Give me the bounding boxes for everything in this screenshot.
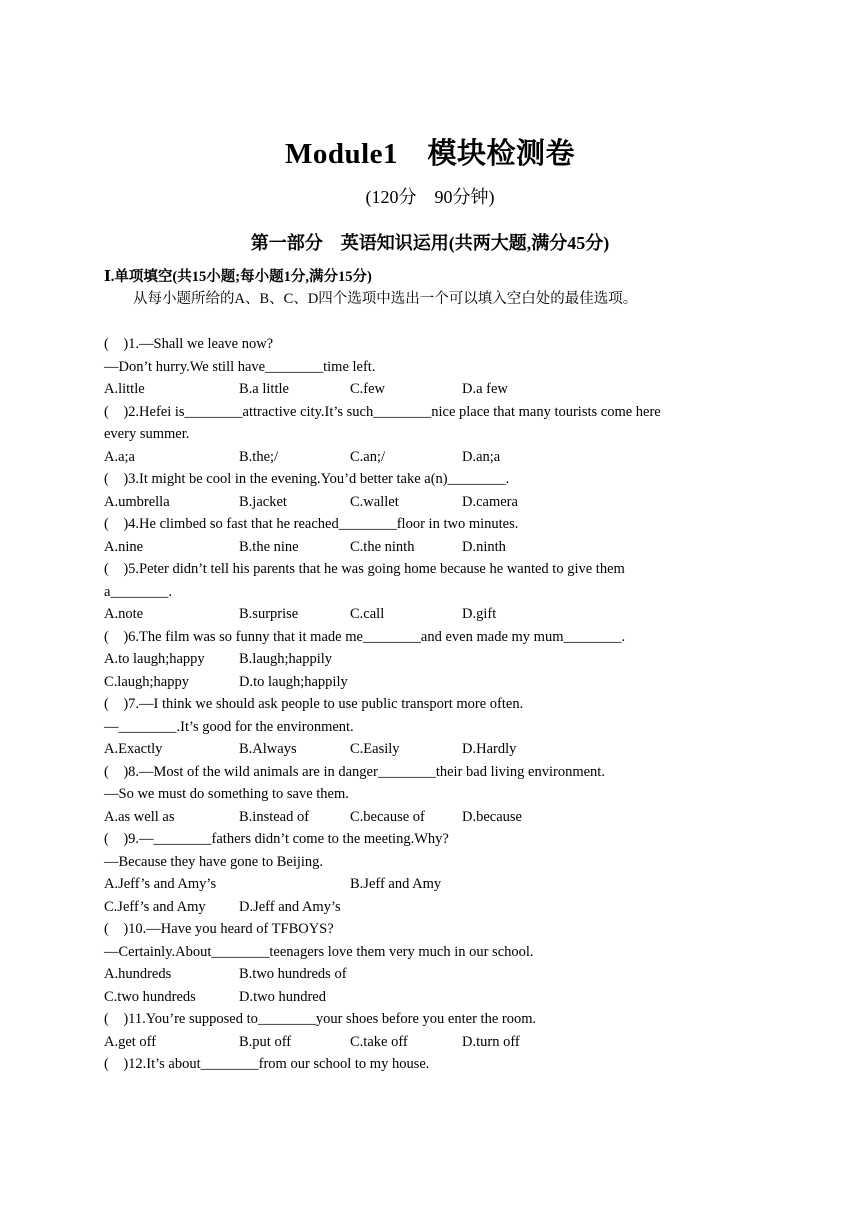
question-stem-continued: —So we must do something to save them. [104, 786, 349, 802]
question-item [104, 828, 744, 918]
option-d[interactable]: D.to laugh;happily [239, 673, 348, 690]
option-a[interactable]: A.to laugh;happy [104, 651, 205, 667]
option-a[interactable]: A.Exactly [104, 741, 163, 757]
question-stem: ( )5.Peter didn’t tell his parents that he was going home because he wanted to give them [104, 561, 625, 577]
option-b[interactable]: B.Always [239, 741, 297, 757]
option-c[interactable]: C.the ninth [350, 538, 415, 555]
options-row [104, 896, 744, 919]
question-item [104, 626, 744, 694]
option-a[interactable]: A.get off [104, 1033, 157, 1050]
option-c[interactable]: C.call [350, 606, 385, 622]
option-b[interactable]: B.jacket [239, 493, 287, 510]
options-row [104, 491, 744, 514]
option-a[interactable]: A.a;a [104, 448, 135, 465]
option-c[interactable]: C.two hundreds [104, 988, 196, 1005]
option-a[interactable]: A.hundreds [104, 966, 172, 982]
question-stem: ( )6.The film was so funny that it made me________and even made my mum________. [104, 628, 626, 645]
option-d[interactable]: D.two hundred [239, 988, 326, 1005]
options-row [104, 603, 744, 626]
options-row [104, 648, 744, 671]
question-item [104, 333, 744, 401]
option-d[interactable]: D.ninth [462, 538, 506, 555]
question-stem-continued: —Don’t hurry.We still have________time left. [104, 358, 376, 375]
question-item [104, 693, 744, 761]
option-b[interactable]: B.instead of [239, 808, 310, 825]
option-d[interactable]: D.Hardly [462, 741, 517, 757]
option-c[interactable]: C.Jeff’s and Amy [104, 898, 206, 915]
question-stem: ( )4.He climbed so fast that he reached________floor in two minutes. [104, 516, 519, 532]
option-b[interactable]: B.a little [239, 381, 289, 397]
option-c[interactable]: C.because of [350, 808, 425, 825]
option-d[interactable]: D.gift [462, 606, 497, 622]
option-c[interactable]: C.Easily [350, 741, 400, 757]
options-row [104, 536, 744, 559]
option-b[interactable]: B.laugh;happily [239, 651, 333, 667]
score-time-subtitle: (120分 90分钟) [365, 187, 495, 207]
question-stem-continued: every summer. [104, 426, 190, 442]
question-item [104, 468, 744, 513]
option-a[interactable]: A.Jeff’s and Amy’s [104, 876, 217, 892]
option-b[interactable]: B.the nine [239, 538, 299, 555]
question-item [104, 918, 744, 1008]
section-heading: Ⅰ.单项填空(共15小题;每小题1分,满分15分) [104, 269, 372, 285]
question-item [104, 761, 744, 829]
option-a[interactable]: A.note [104, 606, 144, 622]
question-stem-continued: —________.It’s good for the environment. [104, 718, 354, 735]
option-d[interactable]: D.camera [462, 493, 518, 510]
page-title: Module1 模块检测卷 [284, 138, 576, 170]
question-stem: ( )8.—Most of the wild animals are in danger________their bad living environment. [104, 763, 605, 780]
part-title: 第一部分 英语知识运用(共两大题,满分45分) [250, 233, 610, 253]
option-d[interactable]: D.an;a [462, 448, 501, 465]
question-stem-continued: a________. [104, 583, 173, 600]
options-row [104, 446, 744, 469]
options-row [104, 806, 744, 829]
option-b[interactable]: B.put off [239, 1033, 292, 1050]
option-b[interactable]: B.Jeff and Amy [350, 876, 442, 892]
option-c[interactable]: C.take off [350, 1033, 408, 1050]
option-b[interactable]: B.the;/ [239, 448, 279, 465]
option-c[interactable]: C.laugh;happy [104, 673, 189, 690]
question-list [104, 333, 744, 1076]
question-stem: ( )9.—________fathers didn’t come to the meeting.Why? [104, 831, 449, 847]
options-row [104, 738, 744, 761]
option-d[interactable]: D.because [462, 808, 522, 825]
option-c[interactable]: C.an;/ [350, 448, 386, 465]
options-row [104, 671, 744, 694]
question-item [104, 558, 744, 626]
question-stem: ( )11.You’re supposed to________your shoes before you enter the room. [104, 1011, 537, 1027]
option-a[interactable]: A.as well as [104, 808, 175, 825]
question-stem-continued: —Because they have gone to Beijing. [104, 853, 324, 870]
options-row [104, 1031, 744, 1054]
question-stem: ( )12.It’s about________from our school to my house. [104, 1056, 430, 1072]
option-c[interactable]: C.wallet [350, 493, 399, 510]
option-d[interactable]: D.a few [462, 381, 508, 397]
question-stem: ( )2.Hefei is________attractive city.It’s such________nice place that many tourists come here [104, 403, 661, 420]
option-d[interactable]: D.Jeff and Amy’s [239, 898, 341, 915]
question-stem: ( )3.It might be cool in the evening.You’d better take a(n)________. [104, 471, 510, 487]
question-stem: ( )7.—I think we should ask people to use public transport more often. [104, 696, 524, 712]
question-stem-continued: —Certainly.About________teenagers love them very much in our school. [104, 943, 534, 960]
question-stem: ( )10.—Have you heard of TFBOYS? [104, 921, 334, 937]
options-row [104, 963, 744, 986]
question-item [104, 513, 744, 558]
options-row [104, 873, 744, 896]
question-stem: ( )1.—Shall we leave now? [104, 336, 274, 352]
options-row [104, 378, 744, 401]
question-item [104, 1053, 744, 1076]
option-c[interactable]: C.few [350, 381, 386, 397]
option-b[interactable]: B.two hundreds of [239, 966, 347, 982]
question-item [104, 1008, 744, 1053]
option-a[interactable]: A.little [104, 381, 145, 397]
option-d[interactable]: D.turn off [462, 1033, 520, 1050]
section-instruction: 从每小题所给的A、B、C、D四个选项中选出一个可以填入空白处的最佳选项。 [133, 291, 638, 307]
question-item [104, 401, 744, 469]
option-a[interactable]: A.umbrella [104, 493, 170, 510]
options-row [104, 986, 744, 1009]
option-a[interactable]: A.nine [104, 538, 144, 555]
option-b[interactable]: B.surprise [239, 606, 299, 622]
